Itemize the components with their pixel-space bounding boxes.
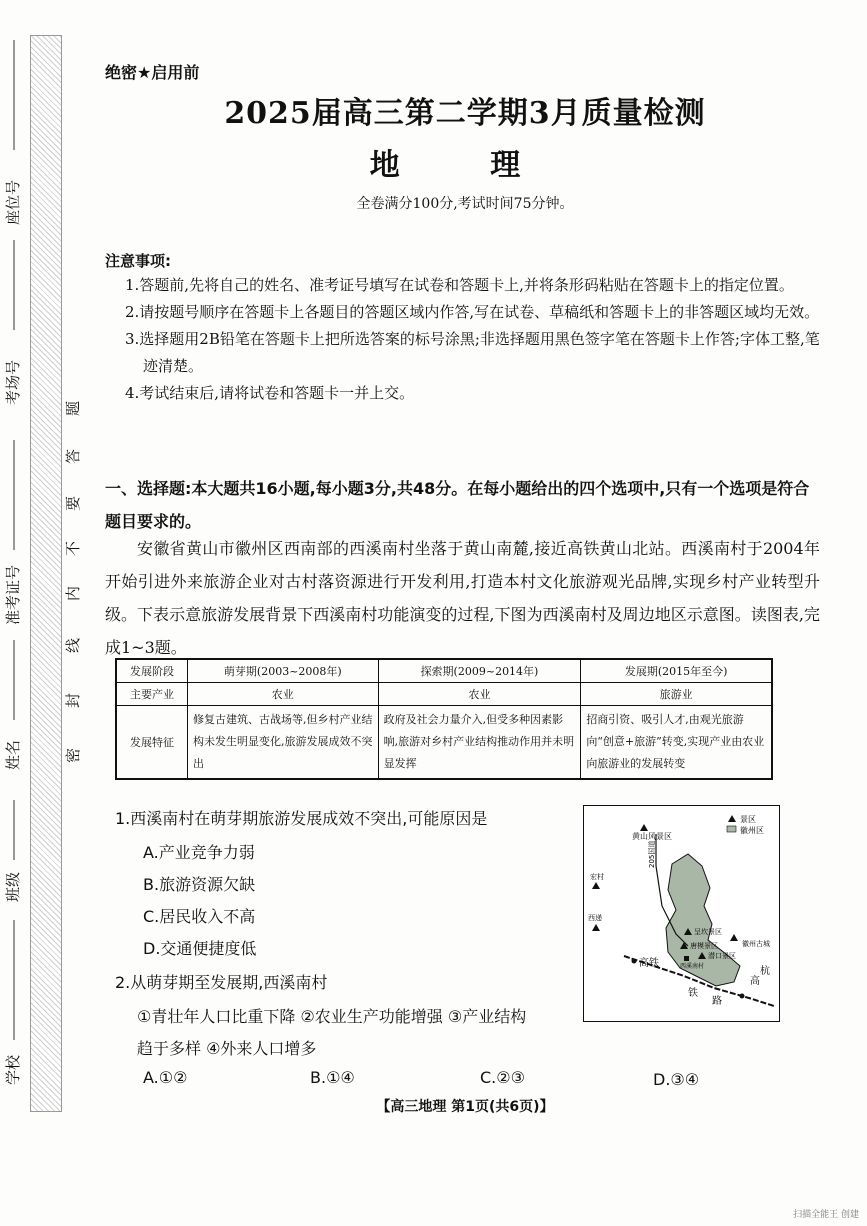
seal-char: 要: [64, 495, 83, 512]
seal-char: 不: [64, 540, 83, 557]
xixinan-village-icon: [684, 956, 689, 961]
rail-char: 杭: [760, 966, 770, 977]
rail-char: 高: [750, 976, 760, 987]
section-title: 一、选择题:本大题共16小题,每小题3分,共48分。在每小题给出的四个选项中,只有一个选项是符合题目要求的。: [105, 479, 810, 531]
qiankou-label: 潜口景区: [708, 952, 736, 960]
table-cell: 主要产业: [116, 683, 188, 706]
scenic-spot-icon: [592, 924, 600, 931]
class-label: 班级: [4, 871, 22, 902]
table-cell: 招商引资、吸引人才,由观光旅游向“创意+旅游”转变,实现产业由农业向旅游业的发展转变: [581, 706, 772, 780]
school-label: 学校: [4, 1054, 22, 1085]
station-dot: [632, 959, 637, 964]
legend-scenic: 景区: [740, 815, 756, 824]
notice-title: 注意事项:: [105, 252, 171, 270]
table-cell: 农业: [188, 683, 379, 706]
road-label: 205国道: [648, 840, 656, 868]
seal-char: 封: [64, 692, 83, 709]
table-cell: 政府及社会力量介入,但受多种因素影响,旅游对乡村产业结构推动作用并未明显发挥: [378, 706, 581, 780]
question-1-option-b[interactable]: B.旅游资源欠缺: [143, 875, 256, 894]
rail-char: 铁: [688, 988, 698, 999]
table-row: [116, 706, 772, 780]
rail-label: 高铁: [639, 958, 659, 969]
station-dot: [740, 994, 745, 999]
table-cell: 发展特征: [116, 706, 188, 780]
question-1-stem: 1.西溪南村在萌芽期旅游发展成效不突出,可能原因是: [115, 809, 488, 828]
seal-char: 内: [64, 585, 83, 602]
xidi-label: 西递: [588, 914, 602, 922]
exam-title: 2025届高三第二学期3月质量检测: [224, 96, 706, 131]
hongcun-label: 宏村: [590, 873, 604, 881]
name-label: 姓名: [4, 739, 22, 770]
question-2-option-c[interactable]: C.②③: [480, 1068, 525, 1087]
question-1-option-a[interactable]: A.产业竞争力弱: [143, 843, 255, 862]
admission-number-label: 准考证号: [4, 564, 22, 625]
notice-item: 4.考试结束后,请将试卷和答题卡一并上交。: [125, 384, 415, 402]
table-cell: 修复古建筑、古战场等,但乡村产业结构未发生明显变化,旅游发展成效不突出: [188, 706, 379, 780]
table-header: 探索期(2009~2014年): [378, 659, 581, 683]
scenic-spot-icon: [640, 824, 648, 831]
notice-item: 2.请按题号顺序在答题卡上各题目的答题区域内作答,写在试卷、草稿纸和答题卡上的非答题区域均无效。: [125, 303, 820, 321]
question-2-option-b[interactable]: B.①④: [310, 1068, 355, 1087]
chengkan-label: 呈坎景区: [694, 928, 722, 936]
question-2-statements: 趋于多样 ④外来人口增多: [137, 1039, 317, 1058]
table-row: [116, 683, 772, 706]
scenic-area-icon: [728, 815, 736, 822]
seal-char: 密: [64, 747, 83, 764]
rail-char: 路: [712, 996, 722, 1007]
secret-mark: 绝密★启用前: [105, 63, 200, 82]
question-1-option-c[interactable]: C.居民收入不高: [143, 907, 256, 926]
passage: 安徽省黄山市徽州区西南部的西溪南村坐落于黄山南麓,接近高铁黄山北站。西溪南村于2004年开始引进外来旅游企业对古村落资源进行开发利用,打造本村文化旅游观光品牌,实现乡村产业转型升级。下表示意旅游发展背景下西溪南村功能演变的过程,下图为西溪南村及周边地区示意图。读图表,完成1~3题。: [105, 539, 820, 657]
tangmo-label: 唐模景区: [690, 942, 718, 950]
huizhou-city-label: 徽州古城: [742, 940, 770, 948]
seal-char: 题: [64, 400, 83, 417]
seal-char: 线: [64, 637, 83, 654]
scanner-watermark: 扫描全能王 创建: [793, 1210, 859, 1220]
legend-district: 徽州区: [740, 826, 764, 835]
exam-info: 全卷满分100分,考试时间75分钟。: [356, 196, 574, 212]
seal-strip: [30, 35, 62, 1112]
table-row: [116, 659, 772, 683]
xixinan-label: 西溪南村: [680, 963, 705, 970]
question-2-option-d[interactable]: D.③④: [653, 1070, 700, 1089]
scenic-spot-icon: [592, 882, 600, 889]
exam-room-label: 考场号: [4, 359, 22, 405]
binding-margin: [0, 0, 100, 1226]
table-header: 萌芽期(2003~2008年): [188, 659, 379, 683]
development-stage-table: [115, 658, 773, 780]
table-header: 发展期(2015年至今): [581, 659, 772, 683]
table-cell: 旅游业: [581, 683, 772, 706]
table-header: 发展阶段: [116, 659, 188, 683]
notice-list: [125, 272, 825, 407]
question-2-statements: ①青壮年人口比重下降 ②农业生产功能增强 ③产业结构: [137, 1007, 527, 1026]
table-cell: 农业: [378, 683, 581, 706]
seat-number-label: 座位号: [4, 179, 22, 225]
notice-item: 3.选择题用2B铅笔在答题卡上把所选答案的标号涂黑;非选择题用黑色签字笔在答题卡上作答;字体工整,笔迹清楚。: [125, 330, 820, 375]
huangshan-label: 黄山风景区: [632, 832, 672, 841]
page-footer: 【高三地理 第1页(共6页)】: [376, 1099, 554, 1115]
scenic-spot-icon: [730, 934, 738, 941]
notice-item: 1.答题前,先将自己的姓名、准考证号填写在试卷和答题卡上,并将条形码粘贴在答题卡上的指定位置。: [125, 276, 794, 294]
xixinan-map: [583, 805, 780, 1022]
seal-char: 答: [64, 448, 83, 465]
district-icon: [727, 826, 736, 832]
question-1-option-d[interactable]: D.交通便捷度低: [143, 939, 257, 958]
question-2-option-a[interactable]: A.①②: [143, 1068, 188, 1087]
question-2-stem: 2.从萌芽期至发展期,西溪南村: [115, 973, 328, 992]
subject-title: 地 理: [369, 148, 561, 183]
